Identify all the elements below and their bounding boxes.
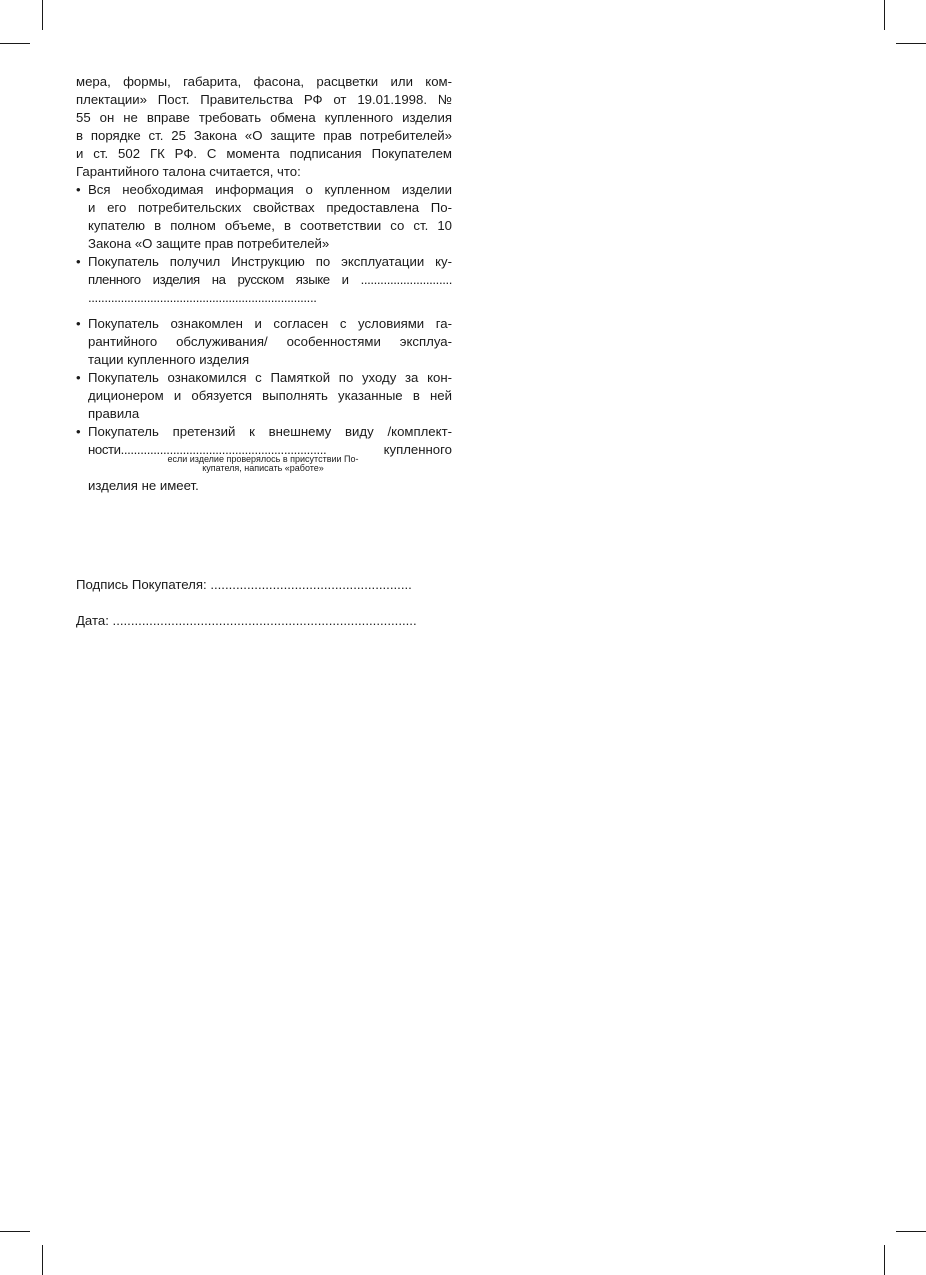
bullet-line: рантийного обслуживания/ особенностями эксплуа- [88, 334, 452, 349]
intro-line: 55 он не вправе требовать обмена купленного изделия [76, 110, 452, 125]
intro-line: плектации» Пост. Правительства РФ от 19.01.1998. № [76, 92, 452, 107]
bullet-line: и его потребительских свойствах предоставлена По- [88, 200, 452, 215]
bullet-care-memo [76, 369, 452, 423]
crop-mark-top-right-h [896, 43, 926, 44]
bullet-line: правила [88, 406, 140, 421]
intro-line: в порядке ст. 25 Закона «О защите прав потребителей» [76, 128, 452, 143]
warranty-text-column [76, 73, 452, 495]
completeness-fill-in: ности............................................................... [88, 442, 327, 457]
hint-line: купателя, написать «работе» [202, 463, 324, 473]
bullet-terms-accepted [76, 315, 452, 369]
intro-line: Гарантийного талона считается, что: [76, 164, 301, 179]
date-line: Дата: ................................................................................... [76, 613, 417, 628]
crop-mark-top-right [884, 0, 885, 30]
bullet-line: Закона «О защите прав потребителей» [88, 236, 330, 251]
bullet-line: купателю в полном объеме, в соответствии со ст. 10 [88, 218, 452, 233]
fill-in-hint [88, 454, 452, 477]
bullet-line: пленного изделия на русском языке и ............................ [88, 272, 452, 287]
bullet-line: Покупатель ознакомлен и согласен с условиями га- [88, 316, 452, 331]
crop-mark-bottom-left-h [0, 1231, 30, 1232]
bullet-icon: • [76, 182, 81, 197]
crop-mark-bottom-right [884, 1245, 885, 1275]
intro-line: мера, формы, габарита, фасона, расцветки или ком- [76, 74, 452, 89]
intro-paragraph [76, 73, 452, 181]
bullet-line: Покупатель ознакомился с Памяткой по уходу за кон- [88, 370, 452, 385]
intro-line: и ст. 502 ГК РФ. С момента подписания Покупателем [76, 146, 452, 161]
fill-in-line: ...................................................................... [88, 290, 317, 305]
buyer-signature-line: Подпись Покупателя: ....................................................... [76, 577, 412, 592]
crop-mark-bottom-left [42, 1245, 43, 1275]
bullet-information-provided [76, 181, 452, 253]
bullet-no-claims [76, 423, 452, 495]
crop-mark-top-left [42, 0, 43, 30]
bullet-line: Покупатель претензий к внешнему виду /комплект- [88, 424, 452, 439]
bullet-instruction-received [76, 253, 452, 307]
bullet-icon: • [76, 316, 81, 331]
bullet-icon: • [76, 370, 81, 385]
bullet-icon: • [76, 424, 81, 439]
crop-mark-bottom-right-h [896, 1231, 926, 1232]
bullet-line: Вся необходимая информация о купленном изделии [88, 182, 452, 197]
bullet-line: диционером и обязуется выполнять указанные в ней [88, 388, 452, 403]
bullet-line: тации купленного изделия [88, 352, 250, 367]
crop-mark-top-left-h [0, 43, 30, 44]
bullet-line: Покупатель получил Инструкцию по эксплуатации ку- [88, 254, 452, 269]
bullet-line: изделия не имеет. [88, 478, 199, 493]
fill-in-hint-text [143, 455, 383, 473]
hint-line: если изделие проверялось в присутствии По- [167, 454, 359, 464]
bullet-icon: • [76, 254, 81, 269]
bullet-line-end: купленного [383, 442, 452, 457]
